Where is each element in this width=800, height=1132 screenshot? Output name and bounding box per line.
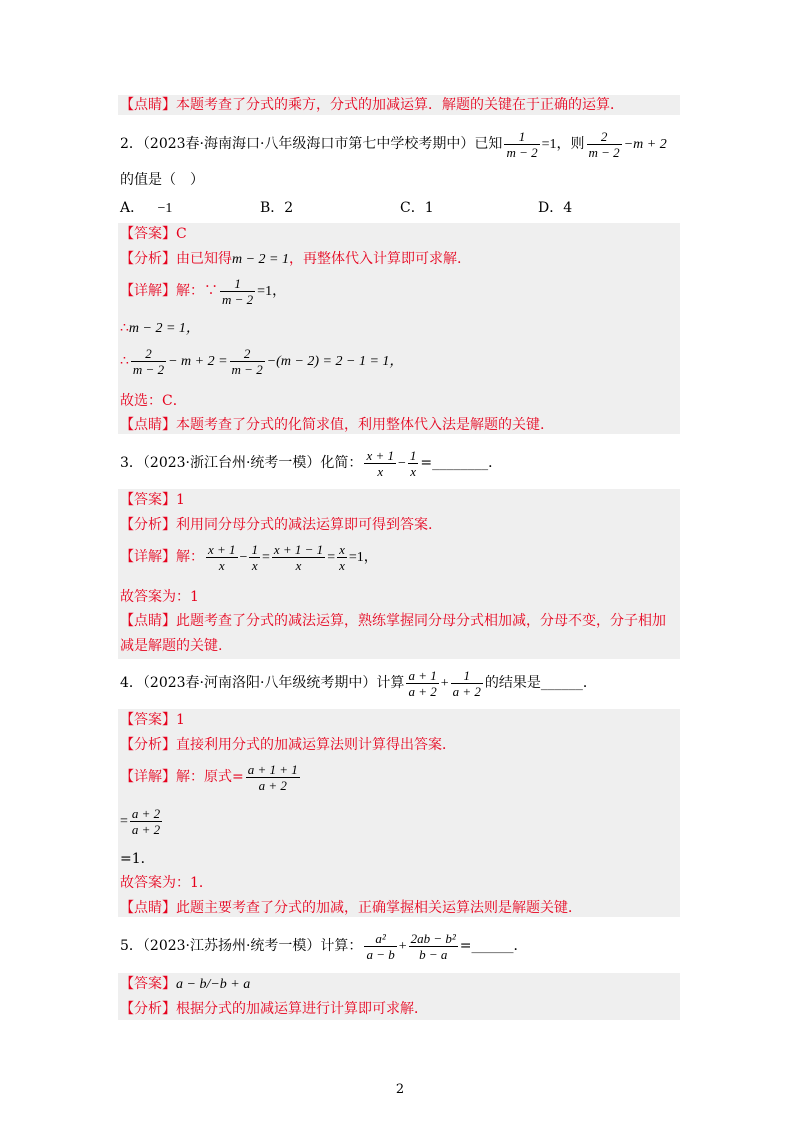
q3-dianjing-1: 【点睛】此题考查了分式的减法运算，熟练掌握同分母分式相加减，分母不变，分子相加 — [120, 613, 666, 629]
fraction: $\frac{2}{m - 2}$ — [231, 345, 263, 377]
fraction: $\frac{1}{a + 2}$ — [452, 667, 481, 699]
fraction: $\frac{\text{2ab − b²}}{b - a}$ — [410, 930, 456, 962]
option-d: D．4 — [538, 200, 573, 216]
page-number: 2 — [395, 1082, 405, 1097]
q2-stem — [120, 128, 667, 161]
fraction: $\frac{a + 1}{a + 2}$ — [408, 667, 437, 699]
fraction: $\frac{2}{m - 2}$ — [588, 128, 620, 160]
option-b: B．2 — [260, 200, 294, 216]
q3-dianjing-2: 减是解题的关键. — [120, 638, 223, 654]
text: ，则 — [556, 136, 585, 152]
fraction: $\frac{1}{m - 2}$ — [222, 275, 254, 307]
q2-analysis: 【分析】由已知得m − 2 = 1，再整体代入计算即可求解. — [120, 251, 462, 267]
q3-stem: 3．（2023·浙江台州·统考一模）化简： $\frac{x + 1}{x}$ − $\frac{1}{x}$ =________． — [120, 447, 503, 479]
q2-dianjing: 【点睛】本题考查了分式的化简求值，利用整体代入法是解题的关键. — [120, 417, 545, 433]
q2-options — [120, 198, 680, 218]
fraction: $\frac{x + 1 - 1}{x}$ — [273, 541, 324, 573]
q2-detail: 【详解】解：∵ $\frac{1}{m - 2}$ =1， — [120, 275, 287, 307]
fraction: $\frac{\text{a²}}{a - b}$ — [366, 930, 395, 962]
q2-stem-line2: 的值是（ ） — [120, 172, 204, 188]
q3-detail: 【详解】解： $\frac{x + 1}{x}$ − $\frac{1}{x}$ = $\frac{x + 1 - 1}{x}$ = $\frac{x}{x}$ =1， — [120, 541, 378, 573]
q4-result: 故答案为：1． — [120, 875, 213, 891]
fraction: $\frac{x + 1}{x}$ — [366, 447, 394, 479]
equation-text: −m + 2 — [623, 137, 667, 152]
option-a: A． −1 — [120, 200, 173, 216]
fraction: $\frac{1}{m - 2}$ — [506, 128, 538, 160]
q3-answer: 【答案】1 — [120, 492, 185, 508]
fraction: $\frac{a + 2}{a + 2}$ — [131, 805, 161, 837]
q2-step2: ∴ $\frac{2}{m - 2}$ − m + 2 = $\frac{2}{m - 2}$ −(m − 2) = 2 − 1 = 1， — [120, 345, 404, 377]
q4-dianjing: 【点睛】此题主要考查了分式的加减，正确掌握相关运算法则是解题关键． — [120, 900, 582, 916]
fraction: $\frac{x + 1}{x}$ — [208, 541, 236, 573]
q3-result: 故答案为：1 — [120, 589, 199, 605]
fraction: $\frac{a + 1 + 1}{a + 2}$ — [247, 761, 298, 793]
q3-analysis: 【分析】利用同分母分式的减法运算即可得到答案. — [120, 517, 433, 533]
q4-answer: 【答案】1 — [120, 712, 185, 728]
q5-analysis: 【分析】根据分式的加减运算进行计算即可求解． — [120, 1001, 428, 1017]
q2-prefix: 2．（2023春·海南海口·八年级海口市第七中学校考期中）已知 — [120, 136, 503, 152]
q4-analysis: 【分析】直接利用分式的加减运算法则计算得出答案． — [120, 737, 456, 753]
equation-text: =1 — [541, 137, 557, 152]
q5-stem: 5．（2023·江苏扬州·统考一模）计算： $\frac{\text{a²}}{a - b}$ + $\frac{\text{2ab − b²}}{b - a}$ =______． — [120, 930, 528, 962]
q4-step-one: =1． — [120, 851, 155, 867]
fraction: $\frac{2}{m - 2}$ — [132, 345, 165, 377]
fraction: $\frac{x}{x}$ — [339, 541, 345, 573]
q4-detail: 【详解】解：原式= $\frac{a + 1 + 1}{a + 2}$ — [120, 761, 298, 793]
q5-answer: 【答案】a − b/−b + a — [120, 976, 251, 992]
q4-step: = $\frac{a + 2}{a + 2}$ — [120, 805, 161, 837]
fraction: $\frac{1}{x}$ — [409, 447, 417, 479]
option-c: C．1 — [400, 200, 434, 216]
q2-select: 故选：C． — [120, 393, 187, 409]
q4-stem: 4．（2023春·河南洛阳·八年级统考期中）计算 $\frac{a + 1}{a + 2}$ + $\frac{1}{a + 2}$ 的结果是______． — [120, 667, 597, 699]
fraction: $\frac{1}{x}$ — [251, 541, 258, 573]
q2-step1: ∴m − 2 = 1， — [120, 320, 200, 336]
q1-dianjing: 【点睛】本题考查了分式的乘方，分式的加减运算．解题的关键在于正确的运算． — [120, 97, 624, 113]
q2-answer: 【答案】C — [120, 226, 187, 242]
